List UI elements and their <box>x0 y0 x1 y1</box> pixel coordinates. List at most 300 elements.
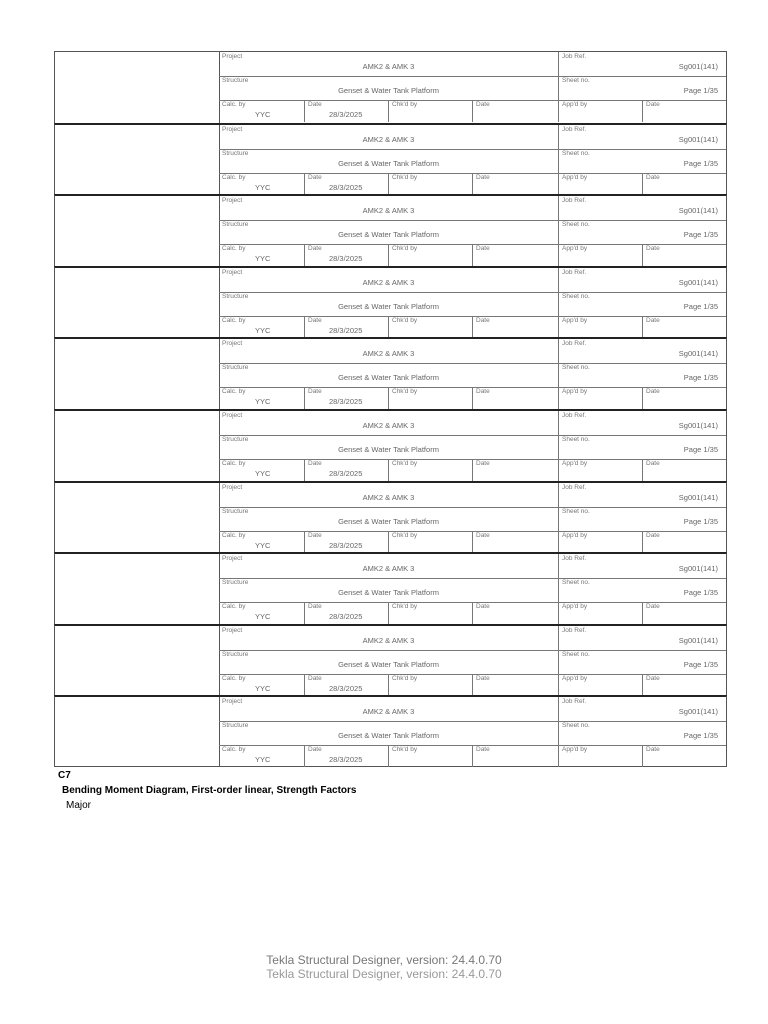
chkd-label: Chk'd by <box>392 459 418 467</box>
jobref-label: Job Ref. <box>562 698 587 706</box>
sheet-cell <box>558 650 726 674</box>
structure-value: Genset & Water Tank Platform <box>338 373 439 383</box>
project-value: AMK2 & AMK 3 <box>362 492 415 502</box>
structure-row <box>219 149 726 174</box>
appd-cell <box>558 745 642 767</box>
structure-row <box>219 435 726 460</box>
project-cell <box>219 52 558 76</box>
logo-cell <box>55 483 220 553</box>
chkd-label: Chk'd by <box>392 245 418 253</box>
calcby-cell <box>219 745 304 767</box>
signoff-row <box>219 459 726 481</box>
jobref-label: Job Ref. <box>562 197 587 205</box>
jobref-cell <box>558 268 726 292</box>
appd-cell <box>558 387 642 409</box>
title-block-grid <box>219 339 726 409</box>
sheet-label: Sheet no. <box>562 364 590 372</box>
calc-date-label: Date <box>308 245 322 253</box>
calcby-value: YYC <box>255 110 271 119</box>
project-value: AMK2 & AMK 3 <box>362 420 415 430</box>
jobref-value: Sg001(141) <box>678 277 718 287</box>
structure-label: Structure <box>222 722 249 730</box>
project-label: Project <box>222 626 243 634</box>
calc-date-cell <box>304 173 388 195</box>
calcby-value: YYC <box>255 755 271 765</box>
calcby-value: YYC <box>255 468 271 478</box>
structure-label: Structure <box>222 292 249 300</box>
calc-date-cell <box>304 100 388 122</box>
appd-label: App'd by <box>562 674 588 682</box>
appd-date-label: Date <box>646 674 660 682</box>
calcby-label: Calc. by <box>222 173 246 181</box>
chkd-date-cell <box>472 674 558 696</box>
appd-date-cell <box>642 459 726 481</box>
title-block <box>54 409 727 481</box>
appd-cell <box>558 173 642 195</box>
appd-date-cell <box>642 602 726 624</box>
appd-date-label: Date <box>646 603 660 611</box>
structure-cell <box>219 507 558 531</box>
jobref-value: Sg001(141) <box>678 134 718 144</box>
sheet-value: Page 1/35 <box>683 516 718 526</box>
calc-date-value: 28/3/2025 <box>329 683 363 693</box>
title-block-grid <box>219 411 726 481</box>
calcby-label: Calc. by <box>222 101 246 108</box>
structure-value: Genset & Water Tank Platform <box>338 444 439 454</box>
structure-row <box>219 292 726 317</box>
structure-value: Genset & Water Tank Platform <box>338 158 439 168</box>
jobref-value: Sg001(141) <box>678 349 718 359</box>
title-block <box>54 481 727 553</box>
calc-date-label: Date <box>308 316 322 324</box>
calcby-value: YYC <box>255 612 271 622</box>
sheet-cell <box>558 507 726 531</box>
chkd-date-cell <box>472 459 558 481</box>
chkd-date-label: Date <box>476 388 490 396</box>
title-block <box>54 552 727 624</box>
calcby-cell <box>219 459 304 481</box>
project-cell <box>219 626 558 650</box>
sheet-value: Page 1/35 <box>683 373 718 383</box>
calcby-cell <box>219 531 304 553</box>
appd-cell <box>558 100 642 122</box>
calc-date-cell <box>304 387 388 409</box>
sheet-value: Page 1/35 <box>683 731 718 741</box>
chkd-date-cell <box>472 244 558 266</box>
appd-cell <box>558 531 642 553</box>
jobref-label: Job Ref. <box>562 483 587 491</box>
calc-date-value: 28/3/2025 <box>329 397 363 407</box>
sheet-cell <box>558 76 726 100</box>
chkd-label: Chk'd by <box>392 101 418 108</box>
calcby-value: YYC <box>255 397 271 407</box>
calcby-value: YYC <box>255 254 271 264</box>
jobref-label: Job Ref. <box>562 626 587 634</box>
calc-date-label: Date <box>308 101 322 108</box>
section-code: C7 <box>58 770 71 781</box>
calcby-label: Calc. by <box>222 603 246 611</box>
structure-row <box>219 721 726 746</box>
structure-cell <box>219 721 558 745</box>
appd-date-cell <box>642 173 726 195</box>
project-row <box>219 697 726 722</box>
appd-date-cell <box>642 531 726 553</box>
version-footer <box>0 953 768 981</box>
jobref-cell <box>558 626 726 650</box>
appd-cell <box>558 674 642 696</box>
sheet-cell <box>558 721 726 745</box>
appd-date-label: Date <box>646 173 660 181</box>
structure-label: Structure <box>222 77 249 84</box>
chkd-cell <box>388 244 472 266</box>
project-label: Project <box>222 53 243 60</box>
chkd-date-label: Date <box>476 531 490 539</box>
sheet-label: Sheet no. <box>562 507 590 515</box>
appd-date-label: Date <box>646 245 660 253</box>
calc-date-cell <box>304 459 388 481</box>
chkd-cell <box>388 173 472 195</box>
title-block-grid <box>219 483 726 553</box>
signoff-row <box>219 387 726 409</box>
signoff-row <box>219 244 726 266</box>
sheet-cell <box>558 220 726 244</box>
sheet-value: Page 1/35 <box>683 158 718 168</box>
logo-cell <box>55 125 220 195</box>
jobref-label: Job Ref. <box>562 125 587 133</box>
title-block <box>54 266 727 338</box>
chkd-label: Chk'd by <box>392 746 418 754</box>
calc-date-value: 28/3/2025 <box>329 254 363 264</box>
project-value: AMK2 & AMK 3 <box>362 349 415 359</box>
sheet-value: Page 1/35 <box>683 230 718 240</box>
project-row <box>219 483 726 508</box>
calcby-value: YYC <box>255 182 271 192</box>
calc-date-value: 28/3/2025 <box>329 182 363 192</box>
appd-label: App'd by <box>562 388 588 396</box>
structure-value: Genset & Water Tank Platform <box>338 588 439 598</box>
structure-label: Structure <box>222 149 249 157</box>
jobref-value: Sg001(141) <box>678 62 718 71</box>
chkd-date-label: Date <box>476 316 490 324</box>
title-block <box>54 123 727 195</box>
jobref-label: Job Ref. <box>562 555 587 563</box>
signoff-row <box>219 100 726 122</box>
calc-date-label: Date <box>308 674 322 682</box>
appd-label: App'd by <box>562 603 588 611</box>
chkd-label: Chk'd by <box>392 531 418 539</box>
project-cell <box>219 411 558 435</box>
chkd-date-cell <box>472 316 558 338</box>
calcby-label: Calc. by <box>222 245 246 253</box>
structure-row <box>219 220 726 245</box>
title-block-grid <box>219 626 726 696</box>
jobref-label: Job Ref. <box>562 411 587 419</box>
chkd-date-cell <box>472 531 558 553</box>
sheet-value: Page 1/35 <box>683 444 718 454</box>
jobref-cell <box>558 411 726 435</box>
calcby-label: Calc. by <box>222 674 246 682</box>
signoff-row <box>219 531 726 553</box>
logo-cell <box>55 268 220 338</box>
jobref-cell <box>558 554 726 578</box>
chkd-date-cell <box>472 745 558 767</box>
jobref-value: Sg001(141) <box>678 707 718 717</box>
appd-date-cell <box>642 674 726 696</box>
title-block <box>54 194 727 266</box>
structure-row <box>219 578 726 603</box>
calc-date-label: Date <box>308 603 322 611</box>
logo-cell <box>55 554 220 624</box>
calc-date-cell <box>304 244 388 266</box>
structure-row <box>219 507 726 532</box>
structure-cell <box>219 578 558 602</box>
project-row <box>219 626 726 651</box>
structure-cell <box>219 650 558 674</box>
appd-date-label: Date <box>646 531 660 539</box>
jobref-value: Sg001(141) <box>678 564 718 574</box>
jobref-cell <box>558 52 726 76</box>
calc-date-value: 28/3/2025 <box>329 110 363 119</box>
section-title: Bending Moment Diagram, First-order linear, Strength Factors <box>62 785 357 796</box>
project-cell <box>219 483 558 507</box>
logo-cell <box>55 411 220 481</box>
logo-cell <box>55 339 220 409</box>
calcby-value: YYC <box>255 540 271 550</box>
project-row <box>219 52 726 77</box>
calc-date-value: 28/3/2025 <box>329 755 363 765</box>
structure-row <box>219 363 726 388</box>
sheet-cell <box>558 292 726 316</box>
structure-cell <box>219 292 558 316</box>
sheet-value: Page 1/35 <box>683 659 718 669</box>
sheet-cell <box>558 578 726 602</box>
project-row <box>219 339 726 364</box>
project-value: AMK2 & AMK 3 <box>362 62 415 71</box>
sheet-value: Page 1/35 <box>683 588 718 598</box>
project-cell <box>219 339 558 363</box>
structure-value: Genset & Water Tank Platform <box>338 731 439 741</box>
chkd-date-cell <box>472 173 558 195</box>
calcby-label: Calc. by <box>222 746 246 754</box>
signoff-row <box>219 674 726 696</box>
appd-date-label: Date <box>646 459 660 467</box>
title-block-grid <box>219 554 726 624</box>
jobref-cell <box>558 339 726 363</box>
sheet-label: Sheet no. <box>562 650 590 658</box>
appd-cell <box>558 244 642 266</box>
calcby-cell <box>219 316 304 338</box>
calc-date-cell <box>304 674 388 696</box>
structure-value: Genset & Water Tank Platform <box>338 659 439 669</box>
chkd-date-cell <box>472 387 558 409</box>
calc-date-value: 28/3/2025 <box>329 468 363 478</box>
structure-label: Structure <box>222 221 249 229</box>
chkd-date-label: Date <box>476 245 490 253</box>
project-row <box>219 411 726 436</box>
sheet-cell <box>558 363 726 387</box>
sheet-label: Sheet no. <box>562 435 590 443</box>
calc-date-value: 28/3/2025 <box>329 612 363 622</box>
project-cell <box>219 268 558 292</box>
calcby-value: YYC <box>255 325 271 335</box>
project-label: Project <box>222 197 243 205</box>
appd-date-cell <box>642 745 726 767</box>
calc-date-cell <box>304 316 388 338</box>
project-label: Project <box>222 555 243 563</box>
structure-label: Structure <box>222 579 249 587</box>
chkd-date-label: Date <box>476 459 490 467</box>
calcby-cell <box>219 674 304 696</box>
calcby-label: Calc. by <box>222 316 246 324</box>
sheet-cell <box>558 149 726 173</box>
chkd-cell <box>388 602 472 624</box>
project-label: Project <box>222 411 243 419</box>
project-value: AMK2 & AMK 3 <box>362 134 415 144</box>
jobref-value: Sg001(141) <box>678 420 718 430</box>
calc-date-cell <box>304 745 388 767</box>
chkd-date-label: Date <box>476 101 490 108</box>
appd-date-label: Date <box>646 101 660 108</box>
appd-date-cell <box>642 244 726 266</box>
jobref-label: Job Ref. <box>562 268 587 276</box>
title-block <box>54 337 727 409</box>
structure-label: Structure <box>222 650 249 658</box>
title-block-grid <box>219 52 726 123</box>
jobref-value: Sg001(141) <box>678 492 718 502</box>
chkd-cell <box>388 674 472 696</box>
appd-date-label: Date <box>646 388 660 396</box>
chkd-label: Chk'd by <box>392 173 418 181</box>
chkd-label: Chk'd by <box>392 388 418 396</box>
project-label: Project <box>222 698 243 706</box>
calc-date-cell <box>304 531 388 553</box>
calc-date-label: Date <box>308 388 322 396</box>
logo-cell <box>55 626 220 696</box>
sheet-value: Page 1/35 <box>683 86 718 95</box>
signoff-row <box>219 173 726 195</box>
sheet-label: Sheet no. <box>562 149 590 157</box>
structure-label: Structure <box>222 507 249 515</box>
appd-cell <box>558 459 642 481</box>
structure-cell <box>219 149 558 173</box>
appd-date-label: Date <box>646 746 660 754</box>
jobref-label: Job Ref. <box>562 340 587 348</box>
chkd-cell <box>388 387 472 409</box>
structure-value: Genset & Water Tank Platform <box>338 516 439 526</box>
chkd-date-cell <box>472 100 558 122</box>
title-block <box>54 51 727 123</box>
calc-date-label: Date <box>308 173 322 181</box>
chkd-date-label: Date <box>476 674 490 682</box>
chkd-date-label: Date <box>476 746 490 754</box>
jobref-value: Sg001(141) <box>678 635 718 645</box>
structure-label: Structure <box>222 364 249 372</box>
jobref-cell <box>558 483 726 507</box>
calcby-cell <box>219 100 304 122</box>
chkd-cell <box>388 459 472 481</box>
jobref-cell <box>558 697 726 721</box>
title-block-stack <box>54 51 727 767</box>
sheet-label: Sheet no. <box>562 579 590 587</box>
project-row <box>219 196 726 221</box>
logo-cell <box>55 196 220 266</box>
appd-date-label: Date <box>646 316 660 324</box>
title-block-grid <box>219 268 726 338</box>
logo-cell <box>55 697 220 766</box>
structure-label: Structure <box>222 435 249 443</box>
version-text-repeat: Tekla Structural Designer, version: 24.4.0.70 <box>266 967 502 981</box>
project-cell <box>219 554 558 578</box>
appd-cell <box>558 602 642 624</box>
structure-cell <box>219 435 558 459</box>
title-block-grid <box>219 697 726 766</box>
calcby-label: Calc. by <box>222 459 246 467</box>
project-value: AMK2 & AMK 3 <box>362 635 415 645</box>
version-text: Tekla Structural Designer, version: 24.4.0.70 <box>266 953 502 967</box>
appd-date-cell <box>642 387 726 409</box>
section-heading <box>58 770 357 811</box>
calc-date-value: 28/3/2025 <box>329 540 363 550</box>
signoff-row <box>219 602 726 624</box>
appd-label: App'd by <box>562 531 588 539</box>
calc-date-cell <box>304 602 388 624</box>
project-cell <box>219 196 558 220</box>
chkd-label: Chk'd by <box>392 674 418 682</box>
title-block-grid <box>219 196 726 266</box>
sheet-cell <box>558 435 726 459</box>
chkd-cell <box>388 531 472 553</box>
appd-label: App'd by <box>562 746 588 754</box>
calcby-label: Calc. by <box>222 531 246 539</box>
project-cell <box>219 125 558 149</box>
chkd-cell <box>388 100 472 122</box>
structure-row <box>219 650 726 675</box>
structure-row <box>219 76 726 101</box>
project-row <box>219 554 726 579</box>
project-label: Project <box>222 125 243 133</box>
project-label: Project <box>222 483 243 491</box>
appd-date-cell <box>642 100 726 122</box>
project-cell <box>219 697 558 721</box>
appd-label: App'd by <box>562 316 588 324</box>
chkd-cell <box>388 745 472 767</box>
title-block <box>54 695 727 767</box>
sheet-label: Sheet no. <box>562 221 590 229</box>
appd-label: App'd by <box>562 459 588 467</box>
chkd-label: Chk'd by <box>392 316 418 324</box>
calc-date-label: Date <box>308 531 322 539</box>
jobref-value: Sg001(141) <box>678 206 718 216</box>
structure-value: Genset & Water Tank Platform <box>338 301 439 311</box>
project-label: Project <box>222 268 243 276</box>
section-subtitle: Major <box>66 800 92 811</box>
project-value: AMK2 & AMK 3 <box>362 277 415 287</box>
logo-cell <box>55 52 220 123</box>
sheet-label: Sheet no. <box>562 722 590 730</box>
title-block <box>54 624 727 696</box>
chkd-cell <box>388 316 472 338</box>
project-value: AMK2 & AMK 3 <box>362 564 415 574</box>
signoff-row <box>219 316 726 338</box>
structure-cell <box>219 220 558 244</box>
chkd-date-label: Date <box>476 173 490 181</box>
calcby-cell <box>219 387 304 409</box>
chkd-date-label: Date <box>476 603 490 611</box>
appd-label: App'd by <box>562 245 588 253</box>
jobref-cell <box>558 125 726 149</box>
calcby-cell <box>219 244 304 266</box>
structure-cell <box>219 76 558 100</box>
